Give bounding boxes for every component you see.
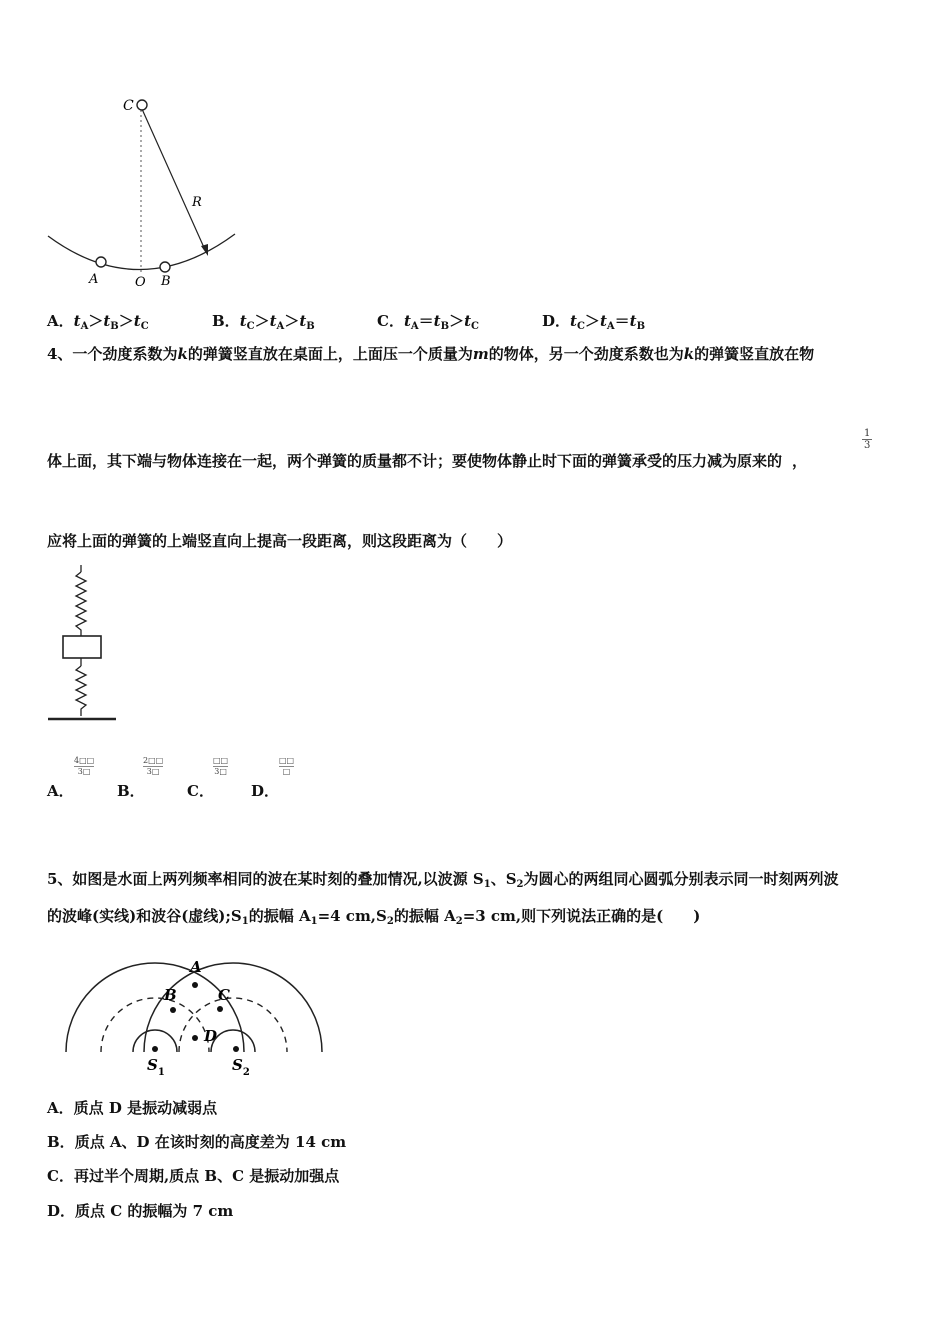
wave-interference-figure <box>58 952 330 1082</box>
label-o: O <box>135 275 146 290</box>
q4-line2: 体上面，其下端与物体连接在一起，两个弹簧的质量都不计；要使物体静止时下面的弹簧承受的压力减为原来的 ， <box>47 452 808 470</box>
q4-line1: 4、一个劲度系数为k的弹簧竖直放在桌面上，上面压一个质量为m的物体，另一个劲度系数也为k的弹簧竖直放在物 <box>47 345 815 363</box>
q4-option-a-fraction: $\frac{4□□}{3□}$ <box>74 756 95 776</box>
label-d: D <box>204 1027 218 1045</box>
q4-option-b-fraction: $\frac{2□□}{3□}$ <box>143 756 164 776</box>
q4-option-d[interactable]: D． <box>251 782 280 800</box>
s1-crest-outer <box>66 963 244 1052</box>
block <box>63 636 101 658</box>
q4-option-d-fraction: □□ □ <box>279 756 295 776</box>
q4-line3: 应将上面的弹簧的上端竖直向上提高一段距离，则这段距离为（ ） <box>47 532 513 550</box>
label-a: A <box>190 958 202 976</box>
spring-block-figure <box>44 562 124 727</box>
q4-option-c[interactable]: C． <box>187 782 214 800</box>
s2-trough-middle <box>179 998 287 1052</box>
q5-option-d[interactable]: D．质点 C 的振幅为 7 cm <box>47 1202 234 1220</box>
q4-option-c-fraction: □□ 3□ <box>213 756 229 776</box>
label-c: C <box>123 98 134 114</box>
point-d <box>192 1035 198 1041</box>
point-c-circle <box>137 100 147 110</box>
q4-option-b[interactable]: B． <box>117 782 145 800</box>
ball-b <box>160 262 170 272</box>
q5-option-c[interactable]: C．再过半个周期,质点 B、C 是振动加强点 <box>47 1167 340 1185</box>
q4-option-a[interactable]: A． <box>47 782 74 800</box>
label-r: R <box>192 195 202 210</box>
q4-fraction-one-third: $\frac{1}{3}$ <box>864 428 871 451</box>
label-b: B <box>161 274 171 289</box>
label-s2: $S_2$ <box>232 1056 250 1078</box>
upper-spring <box>76 572 86 636</box>
radius-line <box>142 109 206 252</box>
point-c <box>217 1006 223 1012</box>
point-a <box>192 982 198 988</box>
q3-option-d[interactable]: D．$t_C>t_A=t_B$ <box>542 312 646 332</box>
lower-spring <box>76 666 86 716</box>
label-s1: $S_1$ <box>147 1056 165 1078</box>
q3-option-a[interactable]: A．$t_A>t_B>t_C$ <box>47 312 149 332</box>
s1-trough-middle <box>101 998 209 1052</box>
q5-option-b[interactable]: B．质点 A、D 在该时刻的高度差为 14 cm <box>47 1133 347 1151</box>
label-b: B <box>164 986 177 1004</box>
label-a: A <box>89 272 99 287</box>
ball-a <box>96 257 106 267</box>
source-s1 <box>152 1046 158 1052</box>
q5-line2: 的波峰(实线)和波谷(虚线)$;S_1$的振幅 $A_1=4$ $cm,S_2$的振幅 $A_2=3$ cm,则下列说法正确的是( ) <box>47 907 701 927</box>
q3-option-c[interactable]: C．$t_A=t_B>t_C$ <box>377 312 479 332</box>
point-b <box>170 1007 176 1013</box>
bowl-figure <box>40 92 245 297</box>
source-s2 <box>233 1046 239 1052</box>
q5-line1: 5、如图是水面上两列频率相同的波在某时刻的叠加情况,以波源 $S_1$、$S_2$为圆心的两组同心圆弧分别表示同一时刻两列波 <box>47 870 839 890</box>
q5-option-a[interactable]: A．质点 D 是振动减弱点 <box>47 1099 218 1117</box>
q3-option-b[interactable]: B．$t_C>t_A>t_B$ <box>212 312 315 332</box>
s2-crest-outer <box>144 963 322 1052</box>
label-c: C <box>218 986 230 1004</box>
s2-crest-inner <box>211 1030 255 1052</box>
